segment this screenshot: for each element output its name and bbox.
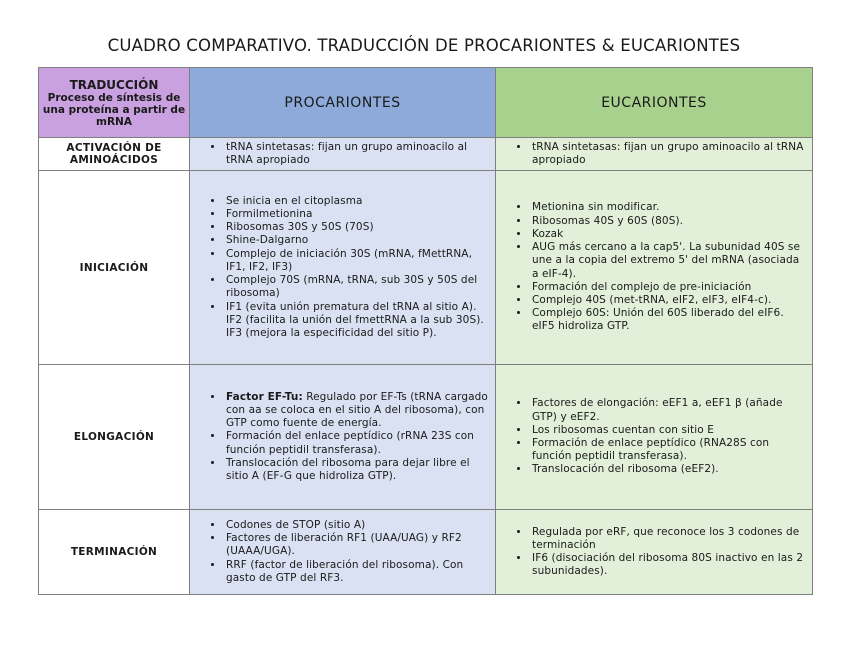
list-item: • tRNA sintetasas: fijan un grupo aminoacilo al tRNA apropiado: [530, 141, 806, 167]
list-item: • Factores de elongación: eEF1 a, eEF1 β (añade GTP) y eEF2.: [530, 397, 806, 423]
list-item: • Shine-Dalgarno: [224, 234, 489, 247]
factor-ef-tu-text: Regulado por EF-Ts (tRNA cargado con aa se coloca en el sitio A del ribosoma), con GTP como fuente de energía.: [226, 390, 488, 430]
header-traduccion: [39, 68, 190, 138]
row-label-elongacion: ELONGACIÓN: [39, 365, 190, 510]
list-item: • IF1 (evita unión prematura del tRNA al sitio A). IF2 (facilita la unión del fmettRNA a la sub 30S). IF3 (mejora la especificidad del sitio P).: [224, 301, 489, 341]
row-terminacion: [39, 510, 813, 595]
list-item: [224, 391, 489, 431]
list-item: • Regulada por eRF, que reconoce los 3 codones de terminación: [530, 526, 806, 552]
cell-elongacion-procariontes: [190, 365, 496, 510]
list-item: • Translocación del ribosoma para dejar libre el sitio A (EF-G que hidroliza GTP).: [224, 457, 489, 483]
list-item: • Ribosomas 40S y 60S (80S).: [530, 215, 806, 228]
list-item: • Formación del complejo de pre-iniciación: [530, 281, 806, 294]
header-procariontes: PROCARIONTES: [190, 68, 496, 138]
cell-elongacion-eucariontes: [496, 365, 813, 510]
header-eucariontes: EUCARIONTES: [496, 68, 813, 138]
list-item: • AUG más cercano a la cap5'. La subunidad 40S se une a la copia del extremo 5' del mRNA (asociada a eIF-4).: [530, 241, 806, 281]
cell-terminacion-procariontes: [190, 510, 496, 595]
header-traduccion-title: TRADUCCIÓN: [69, 77, 159, 92]
list-item: • RRF (factor de liberación del ribosoma). Con gasto de GTP del RF3.: [224, 559, 489, 585]
comparison-table: [38, 67, 813, 595]
list-item: • Complejo 60S: Unión del 60S liberado del eIF6. eIF5 hidroliza GTP.: [530, 307, 806, 333]
list-item: • Se inicia en el citoplasma: [224, 195, 489, 208]
row-activacion: [39, 138, 813, 171]
list-item: • Codones de STOP (sitio A): [224, 519, 489, 532]
list-item: • IF6 (disociación del ribosoma 80S inactivo en las 2 subunidades).: [530, 552, 806, 578]
page-title: CUADRO COMPARATIVO. TRADUCCIÓN DE PROCARIONTES & EUCARIONTES: [107, 36, 741, 55]
list-item: • Metionina sin modificar.: [530, 201, 806, 214]
header-traduccion-desc: Proceso de síntesis de una proteína a partir de mRNA: [42, 91, 186, 128]
cell-terminacion-eucariontes: [496, 510, 813, 595]
list-item: • Complejo 40S (met-tRNA, eIF2, eIF3, eIF4-c).: [530, 294, 806, 307]
cell-iniciacion-procariontes: [190, 171, 496, 365]
row-elongacion: [39, 365, 813, 510]
list-item: • Formación de enlace peptídico (RNA28S con función peptidil transferasa).: [530, 437, 806, 463]
list-item: • Formilmetionina: [224, 208, 489, 221]
cell-activacion-eucariontes: [496, 138, 813, 171]
factor-ef-tu-label: Factor EF-Tu:: [226, 390, 303, 403]
list-item: • Complejo 70S (mRNA, tRNA, sub 30S y 50S del ribosoma): [224, 274, 489, 300]
list-item: • Factores de liberación RF1 (UAA/UAG) y RF2 (UAAA/UGA).: [224, 532, 489, 558]
header-row: [39, 68, 813, 138]
list-item: • Translocación del ribosoma (eEF2).: [530, 463, 806, 476]
list-item: • Complejo de iniciación 30S (mRNA, fMettRNA, IF1, IF2, IF3): [224, 248, 489, 274]
row-label-activacion: ACTIVACIÓN DE AMINOÁCIDOS: [39, 138, 190, 171]
cell-iniciacion-eucariontes: [496, 171, 813, 365]
row-label-iniciacion: INICIACIÓN: [39, 171, 190, 365]
list-item: • Los ribosomas cuentan con sitio E: [530, 424, 806, 437]
list-item: • tRNA sintetasas: fijan un grupo aminoacilo al tRNA apropiado: [224, 141, 489, 167]
row-iniciacion: [39, 171, 813, 365]
cell-activacion-procariontes: [190, 138, 496, 171]
list-item: • Kozak: [530, 228, 806, 241]
row-label-terminacion: TERMINACIÓN: [39, 510, 190, 595]
list-item: • Ribosomas 30S y 50S (70S): [224, 221, 489, 234]
list-item: • Formación del enlace peptídico (rRNA 23S con función peptidil transferasa).: [224, 430, 489, 456]
